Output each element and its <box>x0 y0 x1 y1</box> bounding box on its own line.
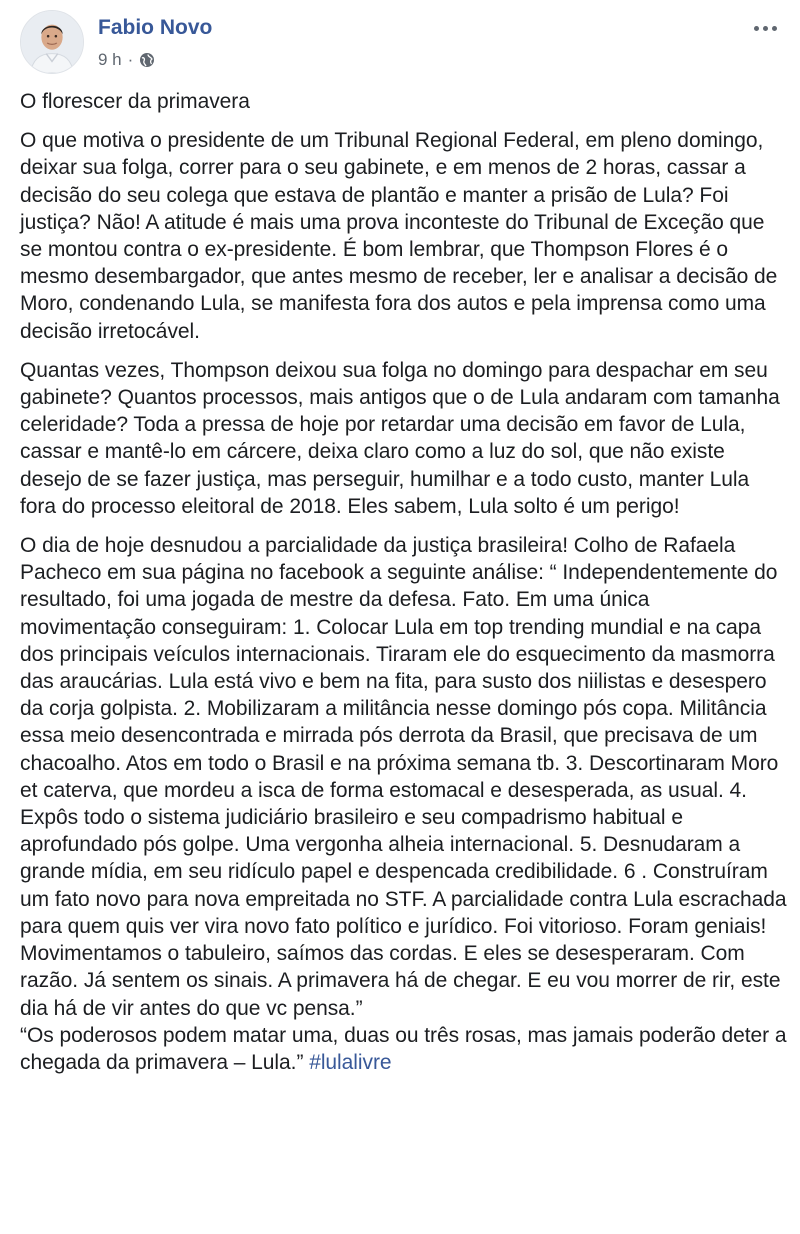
globe-icon[interactable] <box>139 52 155 68</box>
hashtag-link[interactable]: #lulalivre <box>309 1050 392 1074</box>
profile-photo-icon <box>21 11 83 73</box>
post-paragraph-2: Quantas vezes, Thompson deixou sua folga no domingo para despachar em seu gabinete? Quantos processos, mais antigos que o de Lula andaram com tamanha celeridade? Toda a pressa de hoje por retardar uma decisão em favor de Lula, cassar e mantê-lo em cárcere, deixa claro como a luz do sol, que não existe desejo de se fazer justiça, mas perseguir, humilhar e a todo custo, manter Lula fora do processo eleitoral de 2018. Eles sabem, Lula solto é um perigo! <box>20 358 780 518</box>
avatar[interactable] <box>20 10 84 74</box>
post-time[interactable]: 9 h <box>98 50 122 69</box>
meta-separator: · <box>127 50 134 69</box>
more-options-icon[interactable] <box>750 16 780 40</box>
post-header <box>20 10 780 80</box>
post-paragraph-1: O que motiva o presidente de um Tribunal Regional Federal, em pleno domingo, deixar sua folga, correr para o seu gabinete, e em menos de 2 horas, cassar a decisão do seu colega que estava de plantão e manter a prisão de Lula? Foi justiça? Não! A atitude é mais uma prova inconteste do Tribunal de Exceção que se montou contra o ex-presidente. É bom lembrar, que Thompson Flores é o mesmo desembargador, que antes mesmo de receber, ler e analisar a decisão de Moro, condenando Lula, se manifesta fora dos autos e pela imprensa como uma decisão irretocável. <box>20 129 778 343</box>
post-paragraph-3: O dia de hoje desnudou a parcialidade da justiça brasileira! Colho de Rafaela Pacheco em sua página no facebook a seguinte análise: “ Independentemente do resultado, foi uma jogada de mestre da defesa. Fato. Em uma única movimentação conseguiram: 1. Colocar Lula em top trending mundial e na capa dos principais veículos internacionais. Tiraram ele do esquecimento da masmorra das araucárias. Lula está vivo e bem na fita, para susto dos niilistas e desespero da corja golpista. 2. Mobilizaram a militância nesse domingo pós copa. Militância essa meio desencontrada e mirrada pós derrota da Brasil, que precisava de um chacoalho. Atos em todo o Brasil e na próxima semana tb. 3. Descortinaram Moro et caterva, que mordeu a isca de forma estomacal e desesperada, as usual. 4. Expôs todo o sistema judiciário brasileiro e seu compadrismo habitual e aprofundado pós golpe. Uma vergonha alheia internacional. 5. Desnudaram a grande mídia, em seu ridículo papel e despencada credibilidade. 6 . Construíram um fato novo para nova empreitada no STF. A parcialidade contra Lula escrachada para quem quis ver vira novo fato político e jurídico. Foi vitorioso. Foram geniais! Movimentamos o tabuleiro, saímos das cordas. E eles se desesperaram. Com razão. Já sentem os sinais. A primavera há de chegar. E eu vou morrer de rir, este dia há de vir antes do que vc pensa.” <box>20 534 787 1020</box>
closing-quote-line <box>20 1022 790 1076</box>
post-body <box>20 88 790 1088</box>
closing-quote: “Os poderosos podem matar uma, duas ou três rosas, mas jamais poderão deter a chegada da primavera – Lula.” <box>20 1023 787 1074</box>
post-meta <box>98 50 155 70</box>
post-title: O florescer da primavera <box>20 90 250 113</box>
author-name[interactable]: Fabio Novo <box>98 16 213 39</box>
